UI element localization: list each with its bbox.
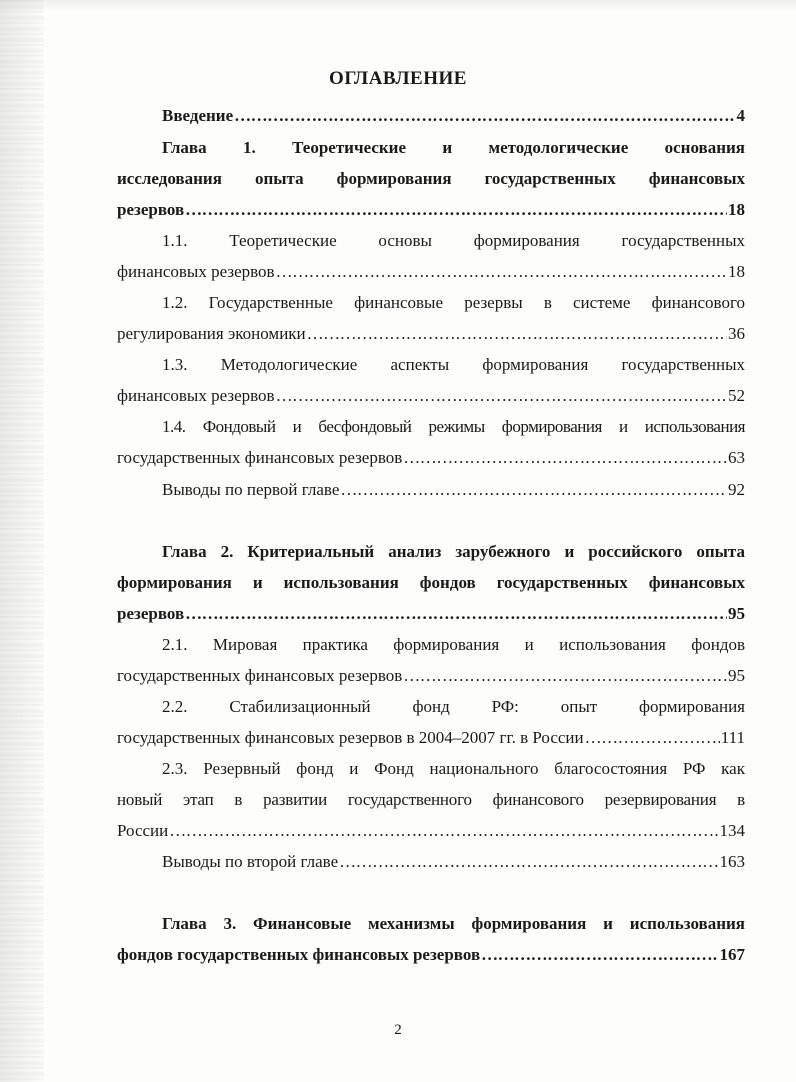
entry-text: России: [117, 821, 169, 840]
toc-entry-intro[interactable]: [162, 104, 745, 128]
entry-page: 167: [719, 945, 745, 964]
leader-dots: [234, 104, 735, 128]
section-1-3-line1[interactable]: 1.3. Методологические аспекты формирования государственных: [162, 355, 745, 374]
chapter-3-heading-line1[interactable]: Глава 3. Финансовые механизмы формирования и использования: [162, 914, 745, 933]
leader-dots: [403, 664, 727, 688]
entry-text: финансовых резервов: [117, 386, 275, 405]
entry-page: 18: [728, 200, 745, 219]
section-2-2-line2[interactable]: [117, 726, 745, 750]
entry-page: 95: [728, 666, 745, 685]
chapter-2-heading-line2[interactable]: формирования и использования фондов государственных финансовых: [117, 573, 745, 592]
entry-text: резервов: [117, 200, 185, 219]
section-2-2-line1[interactable]: 2.2. Стабилизационный фонд РФ: опыт формирования: [162, 697, 745, 716]
entry-text: Выводы по второй главе: [162, 852, 339, 871]
entry-page: 52: [728, 386, 745, 405]
leader-dots: [185, 198, 727, 222]
entry-page: 36: [728, 324, 745, 343]
entry-text: государственных финансовых резервов в 2004–2007 гг. в России: [117, 728, 584, 747]
entry-text: государственных финансовых резервов: [117, 448, 403, 467]
leader-dots: [185, 602, 727, 626]
chapter-1-conclusions[interactable]: [162, 478, 745, 502]
chapter-1-heading-line1[interactable]: Глава 1. Теоретические и методологические основания: [162, 138, 745, 157]
leader-dots: [340, 478, 727, 502]
section-1-1-line1[interactable]: 1.1. Теоретические основы формирования государственных: [162, 231, 745, 250]
entry-text: Выводы по первой главе: [162, 480, 340, 499]
section-1-3-line2[interactable]: [117, 384, 745, 408]
section-1-1-line2[interactable]: [117, 260, 745, 284]
section-2-3-line3[interactable]: [117, 819, 745, 843]
scan-edge-top: [0, 0, 796, 12]
section-2-3-line1[interactable]: 2.3. Резервный фонд и Фонд национального благосостояния РФ как: [162, 759, 745, 778]
entry-page: 95: [728, 604, 745, 623]
entry-text: резервов: [117, 604, 185, 623]
section-2-1-line2[interactable]: [117, 664, 745, 688]
entry-page: 92: [728, 480, 745, 499]
entry-text: финансовых резервов: [117, 262, 275, 281]
entry-page: 111: [720, 728, 745, 747]
chapter-2-conclusions[interactable]: [162, 850, 745, 874]
section-1-2-line2[interactable]: [117, 322, 745, 346]
scan-edge-left: [0, 0, 44, 1082]
entry-page: 134: [719, 821, 745, 840]
section-2-1-line1[interactable]: 2.1. Мировая практика формирования и использования фондов: [162, 635, 745, 654]
entry-text: государственных финансовых резервов: [117, 666, 403, 685]
section-2-3-line2[interactable]: новый этап в развитии государственного финансового резервирования в: [117, 790, 745, 809]
leader-dots: [276, 260, 727, 284]
section-1-4-line2[interactable]: [117, 446, 745, 470]
chapter-2-heading-line3[interactable]: [117, 602, 745, 626]
entry-text: Введение: [162, 106, 234, 125]
toc-title: ОГЛАВЛЕНИЕ: [329, 68, 467, 89]
chapter-3-heading-line2[interactable]: [117, 943, 745, 967]
entry-page: 4: [736, 106, 745, 125]
leader-dots: [585, 726, 720, 750]
leader-dots: [169, 819, 718, 843]
page-number: 2: [394, 1022, 402, 1038]
entry-page: 163: [719, 852, 745, 871]
section-1-2-line1[interactable]: 1.2. Государственные финансовые резервы в системе финансового: [162, 293, 745, 312]
entry-page: 18: [728, 262, 745, 281]
chapter-1-heading-line3[interactable]: [117, 198, 745, 222]
leader-dots: [339, 850, 718, 874]
leader-dots: [403, 446, 727, 470]
entry-text: регулирования экономики: [117, 324, 306, 343]
chapter-2-heading-line1[interactable]: Глава 2. Критериальный анализ зарубежного и российского опыта: [162, 542, 745, 561]
leader-dots: [276, 384, 727, 408]
entry-text: фондов государственных финансовых резервов: [117, 945, 481, 964]
chapter-1-heading-line2[interactable]: исследования опыта формирования государственных финансовых: [117, 169, 745, 188]
entry-page: 63: [728, 448, 745, 467]
leader-dots: [481, 943, 718, 967]
section-1-4-line1[interactable]: 1.4. Фондовый и бесфондовый режимы формирования и использования: [162, 417, 745, 436]
leader-dots: [307, 322, 727, 346]
